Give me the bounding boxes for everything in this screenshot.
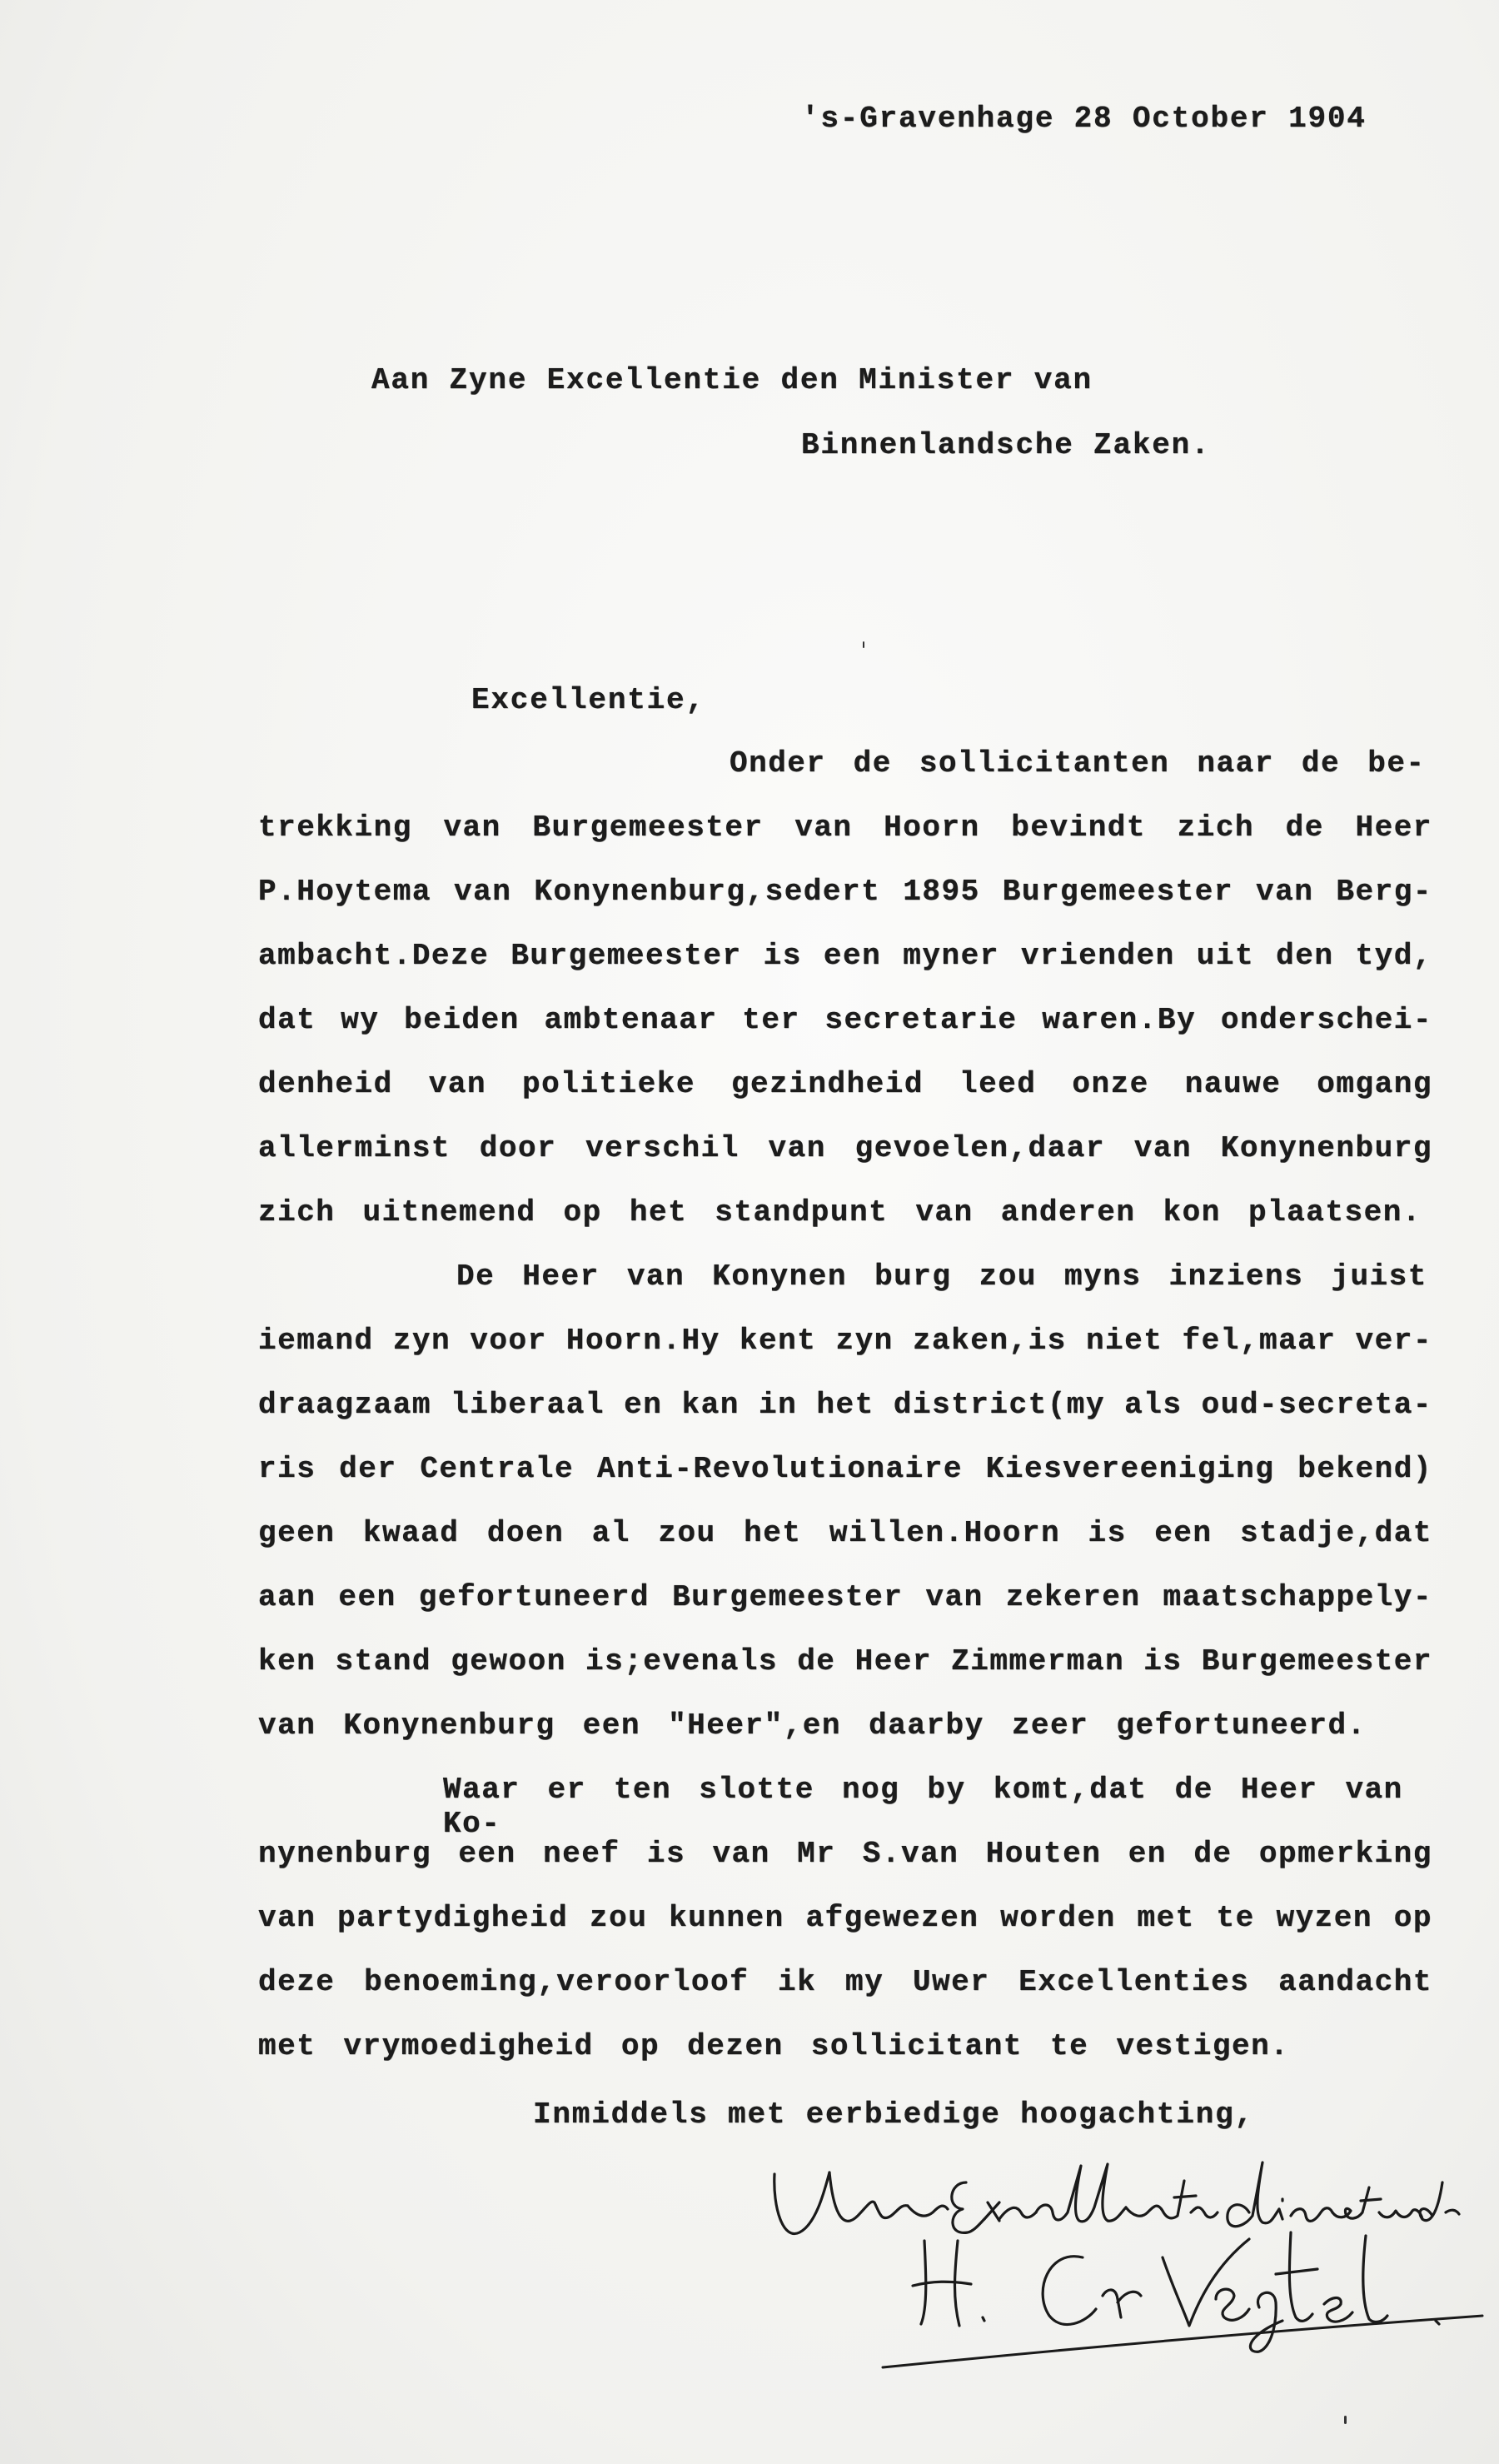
body-word: politieke xyxy=(522,1067,695,1101)
body-word: kent xyxy=(739,1324,817,1358)
body-word: 1895 xyxy=(903,875,980,909)
addressee-line-2: Binnenlandsche Zaken. xyxy=(801,428,1211,462)
body-word: waren.By xyxy=(1042,1003,1197,1037)
body-word: niet xyxy=(1085,1324,1163,1358)
body-word: gewoon xyxy=(451,1644,566,1678)
body-line: Onder de sollicitanten naar de be- xyxy=(730,746,1426,781)
body-word: nynenburg xyxy=(258,1837,431,1871)
body-word: Anti-Revolutionaire xyxy=(596,1452,963,1486)
body-word: is xyxy=(1088,1516,1127,1550)
body-word: willen.Hoorn xyxy=(829,1516,1061,1550)
body-word: als xyxy=(1124,1388,1183,1422)
body-word: vrienden xyxy=(1020,939,1175,973)
body-word: Burgemeester xyxy=(1201,1644,1432,1678)
body-word: draagzaam xyxy=(258,1388,431,1422)
body-word: Burgemeester xyxy=(1002,875,1233,909)
body-word: van xyxy=(768,1131,826,1165)
closing: Inmiddels met eerbiedige hoogachting, xyxy=(533,2097,1254,2132)
body-word: neef xyxy=(543,1837,620,1871)
body-word: ver- xyxy=(1355,1324,1432,1358)
body-line xyxy=(258,1388,1432,1422)
body-word: district(my xyxy=(893,1388,1105,1422)
body-word: van xyxy=(1133,1131,1193,1165)
body-word: wy xyxy=(341,1003,380,1037)
body-word: Centrale xyxy=(420,1452,575,1486)
bleed-through-text xyxy=(233,33,250,62)
body-word: een xyxy=(823,939,882,973)
handwritten-signature xyxy=(750,2132,1499,2382)
body-word: der xyxy=(339,1452,397,1486)
body-word: Uwer xyxy=(912,1965,990,1999)
body-word: is;evenals xyxy=(585,1644,779,1678)
body-word: onze xyxy=(1072,1067,1149,1101)
body-word: verschil xyxy=(585,1131,740,1165)
body-word: nauwe xyxy=(1184,1067,1282,1101)
body-line: van Konynenburg een "Heer",en daarby zeer gefortuneerd. xyxy=(258,1708,1367,1743)
body-word: Heer xyxy=(854,1644,933,1678)
body-word: omgang xyxy=(1317,1067,1432,1101)
body-word: in xyxy=(758,1388,798,1422)
bleed-through-text xyxy=(233,108,250,137)
dateline: 's-Gravenhage 28 October 1904 xyxy=(801,102,1367,136)
body-line xyxy=(258,1324,1432,1358)
body-word: Konynenburg xyxy=(1220,1131,1432,1165)
body-word: het xyxy=(816,1388,874,1422)
body-line xyxy=(258,1067,1432,1101)
body-word: voor xyxy=(470,1324,547,1358)
body-word: uit xyxy=(1196,939,1255,973)
body-word: worden xyxy=(1000,1901,1116,1935)
body-word: Berg- xyxy=(1336,875,1432,909)
body-word: zyn xyxy=(392,1324,451,1358)
body-word: zaken,is xyxy=(912,1324,1067,1358)
body-word: myner xyxy=(903,939,999,973)
body-word: te xyxy=(1216,1901,1255,1935)
salutation: Excellentie, xyxy=(471,683,705,717)
body-word: bevindt xyxy=(1011,811,1147,845)
body-word: opmerking xyxy=(1258,1837,1432,1871)
body-word: den xyxy=(1276,939,1334,973)
body-word: is xyxy=(763,939,802,973)
body-word: geen xyxy=(258,1516,336,1550)
body-word: Mr xyxy=(797,1837,836,1871)
body-word: zou xyxy=(658,1516,716,1550)
body-word: Houten xyxy=(985,1837,1102,1871)
body-word: van xyxy=(1256,875,1314,909)
body-word: kan xyxy=(681,1388,740,1422)
body-line xyxy=(258,811,1432,845)
body-word: van xyxy=(794,811,853,845)
body-word: oud-secreta- xyxy=(1201,1388,1432,1422)
body-word: zyn xyxy=(835,1324,894,1358)
addressee-line-1: Aan Zyne Excellentie den Minister van xyxy=(371,363,1093,397)
body-line: met vrymoedigheid op dezen sollicitant te vestigen. xyxy=(258,2029,1290,2063)
paper-speck xyxy=(1344,2416,1347,2424)
body-word: S.van xyxy=(862,1837,959,1871)
body-word: met xyxy=(1137,1901,1195,1935)
body-word: van xyxy=(453,875,512,909)
body-word: afgewezen xyxy=(805,1901,979,1935)
body-word: Heer xyxy=(1355,811,1432,845)
body-word: kunnen xyxy=(669,1901,784,1935)
body-word: partydigheid xyxy=(337,1901,569,1935)
body-word: het xyxy=(744,1516,802,1550)
body-word: tyd, xyxy=(1355,939,1432,973)
body-word: benoeming,veroorloof xyxy=(364,1965,750,1999)
body-word: gevoelen,daar xyxy=(854,1131,1105,1165)
body-word: ris xyxy=(258,1452,316,1486)
body-line xyxy=(258,1644,1432,1678)
body-word: van xyxy=(428,1067,487,1101)
paper-speck xyxy=(863,641,864,648)
body-word: Konynenburg,sedert xyxy=(534,875,881,909)
body-word: een xyxy=(1154,1516,1213,1550)
body-word: Burgemeester xyxy=(672,1580,904,1614)
body-line xyxy=(258,1901,1432,1935)
body-word: aandacht xyxy=(1278,1965,1432,1999)
body-word: ambtenaar xyxy=(544,1003,718,1037)
body-word: trekking xyxy=(258,811,412,845)
body-line xyxy=(258,1837,1432,1871)
body-word: gezindheid xyxy=(730,1067,924,1101)
body-word: bekend) xyxy=(1297,1452,1432,1486)
body-word: maatschappely- xyxy=(1163,1580,1432,1614)
body-line xyxy=(258,1516,1432,1550)
body-word: secretarie xyxy=(824,1003,1018,1037)
body-word: wyzen xyxy=(1276,1901,1372,1935)
body-word: stand xyxy=(335,1644,432,1678)
body-word: Hoorn.Hy xyxy=(565,1324,720,1358)
body-word: ter xyxy=(742,1003,800,1037)
body-line xyxy=(258,1003,1432,1037)
body-word: aan xyxy=(258,1580,316,1614)
body-line xyxy=(258,939,1432,973)
body-word: Excellenties xyxy=(1018,1965,1250,1999)
body-word: onderschei- xyxy=(1220,1003,1432,1037)
body-word: deze xyxy=(258,1965,336,1999)
body-word: doen xyxy=(486,1516,565,1550)
body-word: en xyxy=(1128,1837,1167,1871)
body-word: P.Hoytema xyxy=(258,875,431,909)
body-word: door xyxy=(479,1131,557,1165)
body-line xyxy=(258,1131,1432,1165)
body-word: zich xyxy=(1177,811,1255,845)
body-word: een xyxy=(458,1837,516,1871)
body-line: De Heer van Konynen burg zou myns inziens juist xyxy=(456,1259,1427,1294)
body-word: stadje,dat xyxy=(1239,1516,1432,1550)
body-word: beiden xyxy=(404,1003,520,1037)
body-word: my xyxy=(844,1965,884,1999)
body-word: van xyxy=(443,811,501,845)
body-word: de xyxy=(797,1644,836,1678)
body-line xyxy=(258,875,1432,909)
body-line: zich uitnemend op het standpunt van anderen kon plaatsen. xyxy=(258,1195,1422,1230)
body-word: zekeren xyxy=(1005,1580,1141,1614)
body-word: dat xyxy=(258,1003,316,1037)
body-word: van xyxy=(925,1580,984,1614)
body-word: leed xyxy=(959,1067,1037,1101)
body-word: de xyxy=(1193,1837,1233,1871)
body-word: al xyxy=(591,1516,630,1550)
body-line: Waar er ten slotte nog by komt,dat de Heer van Ko- xyxy=(443,1773,1403,1841)
body-word: ik xyxy=(778,1965,817,1999)
body-word: gefortuneerd xyxy=(418,1580,650,1614)
body-word: van xyxy=(712,1837,770,1871)
body-word: Burgemeester xyxy=(510,939,742,973)
body-word: en xyxy=(624,1388,663,1422)
body-line xyxy=(258,1452,1432,1486)
body-word: is xyxy=(646,1837,686,1871)
body-line xyxy=(258,1965,1432,1999)
body-line xyxy=(258,1580,1432,1614)
body-word: kwaad xyxy=(362,1516,460,1550)
body-word: een xyxy=(338,1580,396,1614)
body-word: denheid xyxy=(258,1067,393,1101)
body-word: allerminst xyxy=(258,1131,451,1165)
body-word: is xyxy=(1143,1644,1183,1678)
body-word: van xyxy=(258,1901,316,1935)
body-word: iemand xyxy=(258,1324,374,1358)
body-word: de xyxy=(1285,811,1324,845)
body-word: op xyxy=(1393,1901,1432,1935)
body-word: Hoorn xyxy=(884,811,980,845)
body-word: liberaal xyxy=(451,1388,605,1422)
body-word: fel,maar xyxy=(1182,1324,1337,1358)
body-word: Kiesvereeniging xyxy=(985,1452,1275,1486)
body-word: ken xyxy=(258,1644,316,1678)
body-word: ambacht.Deze xyxy=(258,939,490,973)
body-word: Burgemeester xyxy=(532,811,764,845)
body-word: Zimmerman xyxy=(951,1644,1125,1678)
body-word: zou xyxy=(590,1901,648,1935)
